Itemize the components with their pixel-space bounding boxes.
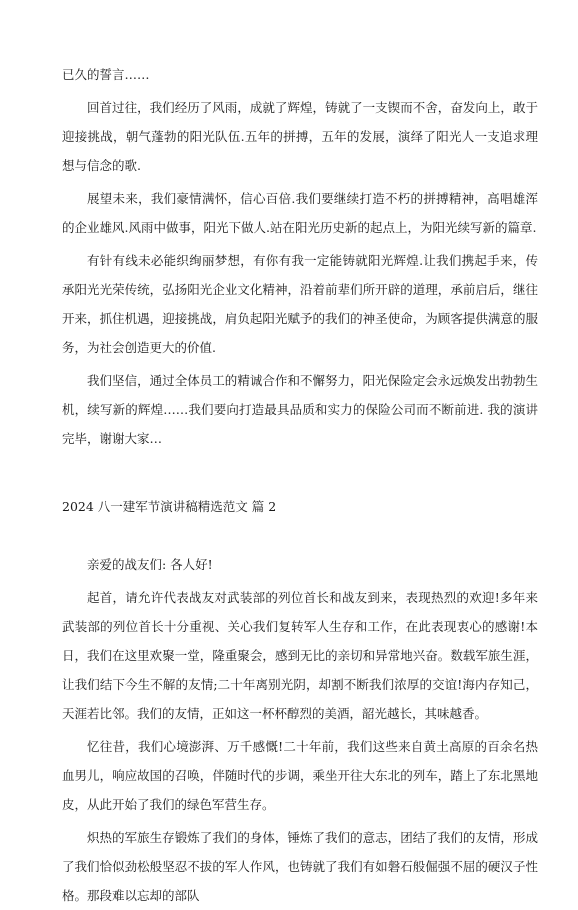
paragraph-outlook: 展望未来，我们豪情满怀，信心百倍.我们要继续打造不朽的拼搏精神，高唱雄浑的企业雄风.风雨中做事，阳光下做人.站在阳光历史新的起点上，为阳光续写新的篇章. [62,191,538,235]
paragraph-welcome: 起首，请允许代表战友对武装部的列位首长和战友到来，表现热烈的欢迎!多年来武装部的列位首长十分重视、关心我们复转军人生存和工作，在此表现衷心的感谢!本日，我们在这里欢聚一堂，隆重聚会，感到无比的亲切和异常地兴奋。数载军旅生涯，让我们结下今生不解的友情;二十年离别光阴，却割不断我们浓厚的交谊!海内存知己，天涯若比邻。我们的友情，正如这一杯杯醇烈的美酒，韶光越长，其味越香。 [62,590,538,721]
paragraph-join-hands: 有针有线未必能织绚丽梦想，有你有我一定能铸就阳光辉煌.让我们携起手来，传承阳光光荣传统，弘扬阳光企业文化精神，沿着前辈们所开辟的道理，承前启后，继往开来，抓住机遇，迎接挑战，肩负起阳光赋予的我们的神圣使命，为顾客提供满意的服务，为社会创造更大的价值. [62,253,538,355]
paragraph-recall: 忆往昔，我们心境澎湃、万千感慨!二十年前，我们这些来自黄土高原的百余名热血男儿，响应故国的召唤，伴随时代的步调，乘坐开往大东北的列车，踏上了东北黑地皮，从此开始了我们的绿色军营生存。 [62,739,538,812]
paragraph-oath-end: 已久的誓言…… [62,67,150,82]
paragraph-belief: 我们坚信，通过全体员工的精诚合作和不懈努力，阳光保险定会永远焕发出勃勃生机，续写新的辉煌……我们要向打造最具品质和实力的保险公司而不断前进. 我的演讲完毕，谢谢大家… [62,373,538,446]
paragraph-military-life: 炽热的军旅生存锻炼了我们的身体，锤炼了我们的意志，团结了我们的友情，形成了我们恰似劲松般坚忍不拔的军人作风，也铸就了我们有如磐石般倔强不屈的硬汉子性格。那段难以忘却的部队 [62,830,538,903]
greeting: 亲爱的战友们: 各人好! [87,557,213,572]
paragraph-review: 回首过往，我们经历了风雨，成就了辉煌，铸就了一支锲而不舍，奋发向上，敢于迎接挑战，朝气蓬勃的阳光队伍.五年的拼搏，五年的发展，演绎了阳光人一支追求理想与信念的歌. [62,100,538,173]
section-heading: 2024 八一建军节演讲稿精选范文 篇 2 [62,499,277,514]
